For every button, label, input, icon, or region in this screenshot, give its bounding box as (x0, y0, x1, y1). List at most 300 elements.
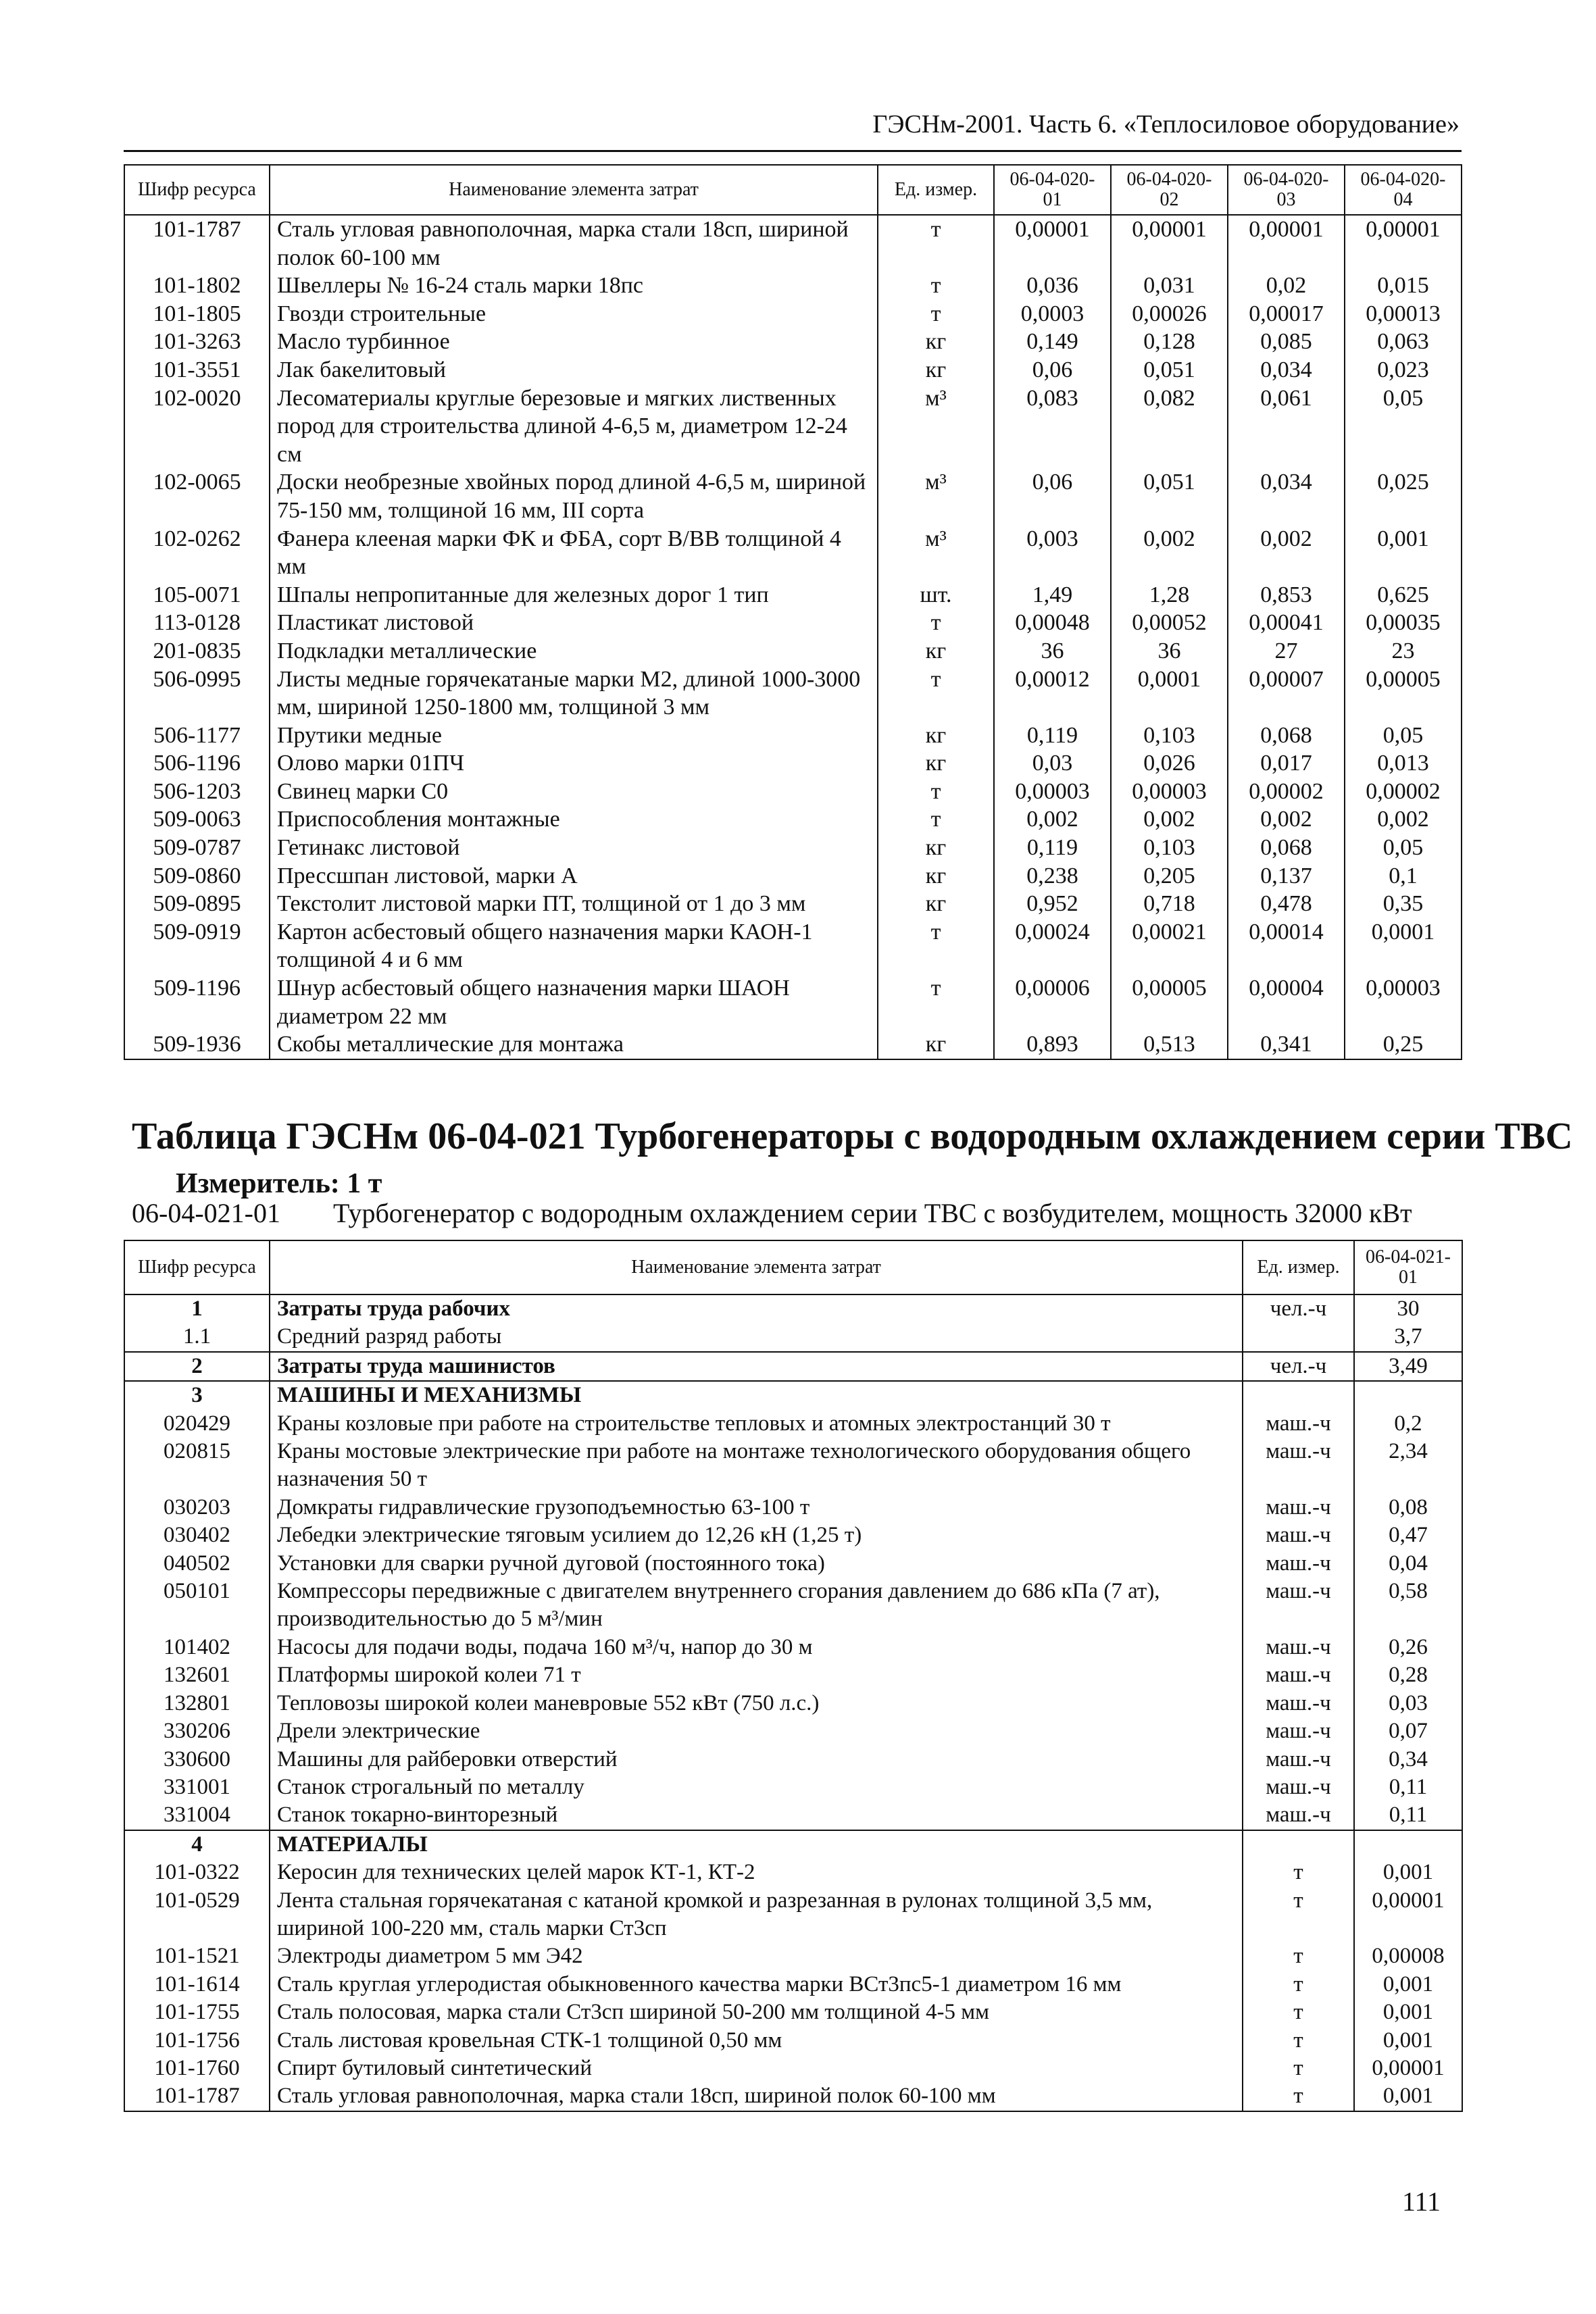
norm-value: 0,023 (1345, 356, 1462, 384)
resource-code: 101402 (124, 1634, 270, 1661)
norm-value: 0,26 (1354, 1634, 1462, 1661)
norm-value: 0,05 (1345, 834, 1462, 862)
norm-value: 2,34 (1354, 1438, 1462, 1494)
table-row (124, 862, 1462, 890)
norm-value: 0,0001 (1345, 918, 1462, 974)
resource-name: Свинец марки С0 (270, 778, 878, 806)
resource-code: 101-1760 (124, 2055, 270, 2082)
norm-value: 0,513 (1111, 1030, 1228, 1059)
norm-value: 0,718 (1111, 890, 1228, 918)
resource-unit: т (1243, 1859, 1354, 1886)
resource-unit: т (878, 778, 994, 806)
norm-value: 0,952 (994, 890, 1111, 918)
section-row (124, 1381, 1462, 1409)
table-row (124, 637, 1462, 665)
table-row (124, 1859, 1462, 1886)
section-row (124, 1352, 1462, 1381)
resource-code: 132601 (124, 1661, 270, 1689)
norm-value: 0,08 (1354, 1494, 1462, 1521)
resource-unit: маш.-ч (1243, 1746, 1354, 1774)
resource-unit: чел.-ч (1243, 1352, 1354, 1381)
norm-value: 0,051 (1111, 468, 1228, 524)
norm-value: 0,00001 (994, 215, 1111, 272)
norm-value: 0,00004 (1228, 974, 1345, 1030)
resource-code: 2 (124, 1352, 270, 1381)
norm-value: 0,893 (994, 1030, 1111, 1059)
col-header-020-04: 06-04-020-04 (1345, 165, 1462, 215)
norm-value: 0,003 (994, 525, 1111, 581)
table-row (124, 890, 1462, 918)
norm-value: 0,238 (994, 862, 1111, 890)
table-row (124, 918, 1462, 974)
norm-value: 0,083 (994, 384, 1111, 469)
resource-name: Сталь полосовая, марка стали Ст3сп шириной 50-200 мм толщиной 4-5 мм (270, 1998, 1243, 2026)
resource-code: 102-0020 (124, 384, 270, 469)
resource-code: 1 (124, 1294, 270, 1323)
norm-value: 0,119 (994, 722, 1111, 750)
resource-unit: кг (878, 1030, 994, 1059)
norm-value: 0,00003 (1345, 974, 1462, 1030)
resource-code: 050101 (124, 1578, 270, 1634)
resource-code: 102-0262 (124, 525, 270, 581)
resource-unit: чел.-ч (1243, 1294, 1354, 1323)
resource-code: 509-1936 (124, 1030, 270, 1059)
resource-code: 330600 (124, 1746, 270, 1774)
norm-value: 36 (994, 637, 1111, 665)
norm-value: 0,03 (1354, 1690, 1462, 1717)
resource-name: Краны козловые при работе на строительстве тепловых и атомных электростанций 30 т (270, 1410, 1243, 1438)
resource-name: Лак бакелитовый (270, 356, 878, 384)
table-row (124, 722, 1462, 750)
resource-name: Сталь угловая равнополочная, марка стали 18сп, шириной полок 60-100 мм (270, 215, 878, 272)
norm-value (1354, 1830, 1462, 1859)
norm-value: 0,06 (994, 468, 1111, 524)
norm-value: 23 (1345, 637, 1462, 665)
norm-value: 0,625 (1345, 581, 1462, 609)
resource-unit: т (878, 609, 994, 637)
norm-value: 0,00048 (994, 609, 1111, 637)
norm-value: 0,149 (994, 328, 1111, 356)
resource-name: Краны мостовые электрические при работе на монтаже технологического оборудования общего назначения 50 т (270, 1438, 1243, 1494)
resource-unit: кг (878, 749, 994, 778)
resource-name: Картон асбестовый общего назначения марки КАОН-1 толщиной 4 и 6 мм (270, 918, 878, 974)
norm-value: 0,04 (1354, 1550, 1462, 1578)
resource-unit: кг (878, 356, 994, 384)
resource-unit: т (878, 918, 994, 974)
resource-name: Шпалы непропитанные для железных дорог 1 тип (270, 581, 878, 609)
resource-unit: маш.-ч (1243, 1550, 1354, 1578)
norm-value: 0,00041 (1228, 609, 1345, 637)
norm-value: 0,00006 (994, 974, 1111, 1030)
norm-value: 0,00003 (994, 778, 1111, 806)
table-row (124, 2055, 1462, 2082)
table-row (124, 581, 1462, 609)
resource-code: 201-0835 (124, 637, 270, 665)
page-number: 111 (1402, 2186, 1441, 2217)
table-row (124, 665, 1462, 722)
norm-value: 0,34 (1354, 1746, 1462, 1774)
table-row (124, 2082, 1462, 2111)
table-row (124, 468, 1462, 524)
norm-value: 0,128 (1111, 328, 1228, 356)
resource-unit: маш.-ч (1243, 1438, 1354, 1494)
resource-unit: кг (878, 722, 994, 750)
norm-value: 0,00005 (1111, 974, 1228, 1030)
norm-value: 3,49 (1354, 1352, 1462, 1381)
resource-unit: т (1243, 2082, 1354, 2111)
table-row (124, 1030, 1462, 1059)
resource-code: 509-0895 (124, 890, 270, 918)
resource-code: 506-0995 (124, 665, 270, 722)
resource-unit: т (878, 215, 994, 272)
resource-unit: маш.-ч (1243, 1661, 1354, 1689)
table-row (124, 609, 1462, 637)
norm-value: 0,103 (1111, 834, 1228, 862)
table-row (124, 1494, 1462, 1521)
norm-value: 0,205 (1111, 862, 1228, 890)
norm-value: 0,00035 (1345, 609, 1462, 637)
resource-unit: кг (878, 890, 994, 918)
norm-value: 0,017 (1228, 749, 1345, 778)
norm-value: 0,03 (994, 749, 1111, 778)
resource-name: Затраты труда рабочих (270, 1294, 1243, 1323)
resource-name: Сталь круглая углеродистая обыкновенного качества марки ВСт3пс5-1 диаметром 16 мм (270, 1971, 1243, 1998)
resource-code: 4 (124, 1830, 270, 1859)
norm-value: 0,11 (1354, 1774, 1462, 1801)
norm-value: 0,28 (1354, 1661, 1462, 1689)
norm-value: 1,28 (1111, 581, 1228, 609)
resource-code: 331001 (124, 1774, 270, 1801)
table-row (124, 300, 1462, 328)
col-header-code: Шифр ресурса (124, 1240, 270, 1294)
resource-code: 509-0919 (124, 918, 270, 974)
norm-value: 0,001 (1354, 2027, 1462, 2055)
running-header: ГЭСНм-2001. Часть 6. «Теплосиловое оборудование» (872, 110, 1460, 139)
resource-code: 509-0860 (124, 862, 270, 890)
norm-value: 0,082 (1111, 384, 1228, 469)
table-row (124, 1323, 1462, 1351)
resource-unit: кг (878, 328, 994, 356)
resource-code: 101-1756 (124, 2027, 270, 2055)
norm-value: 0,47 (1354, 1521, 1462, 1549)
resource-unit: кг (878, 834, 994, 862)
norm-value: 0,478 (1228, 890, 1345, 918)
norm-value: 0,02 (1228, 272, 1345, 300)
norm-value: 0,002 (1228, 805, 1345, 834)
resource-name: Листы медные горячекатаные марки М2, длиной 1000-3000 мм, шириной 1250-1800 мм, толщиной 3 мм (270, 665, 878, 722)
resource-code: 113-0128 (124, 609, 270, 637)
resource-unit: маш.-ч (1243, 1801, 1354, 1830)
norm-value: 0,00052 (1111, 609, 1228, 637)
resource-name: Масло турбинное (270, 328, 878, 356)
norm-value: 0,00017 (1228, 300, 1345, 328)
norm-value: 0,0001 (1111, 665, 1228, 722)
norm-value: 0,00012 (994, 665, 1111, 722)
norm-value: 0,031 (1111, 272, 1228, 300)
norm-value: 0,002 (1111, 525, 1228, 581)
norm-value: 0,00003 (1111, 778, 1228, 806)
resources-table-06-04-021 (124, 1240, 1463, 2112)
resource-name: Машины для райберовки отверстий (270, 1746, 1243, 1774)
norm-value: 0,001 (1354, 1971, 1462, 1998)
norm-value: 0,2 (1354, 1410, 1462, 1438)
table-row (124, 525, 1462, 581)
norm-value: 0,001 (1354, 1859, 1462, 1886)
resource-name: Керосин для технических целей марок КТ-1, КТ-2 (270, 1859, 1243, 1886)
resource-name: Шнур асбестовый общего назначения марки ШАОН диаметром 22 мм (270, 974, 878, 1030)
resource-unit: т (878, 300, 994, 328)
resource-code: 040502 (124, 1550, 270, 1578)
resource-code: 101-1787 (124, 215, 270, 272)
section-row (124, 1294, 1462, 1323)
norm-value: 0,036 (994, 272, 1111, 300)
resource-code: 101-1802 (124, 272, 270, 300)
resource-code: 509-0063 (124, 805, 270, 834)
norm-value: 0,00001 (1354, 2055, 1462, 2082)
resource-code: 101-1805 (124, 300, 270, 328)
position-code: 06-04-021-01 (132, 1198, 280, 1228)
norm-value: 0,034 (1228, 468, 1345, 524)
norm-value: 1,49 (994, 581, 1111, 609)
resource-unit: м³ (878, 384, 994, 469)
resource-code: 030402 (124, 1521, 270, 1549)
resource-unit: т (1243, 1887, 1354, 1943)
resource-name: Компрессоры передвижные с двигателем внутреннего сгорания давлением до 686 кПа (7 ат), производительностью до 5 м³/мин (270, 1578, 1243, 1634)
resource-name: Фанера клееная марки ФК и ФБА, сорт В/ВВ толщиной 4 мм (270, 525, 878, 581)
table-row (124, 1661, 1462, 1689)
resource-name: Установки для сварки ручной дуговой (постоянного тока) (270, 1550, 1243, 1578)
table-row (124, 778, 1462, 806)
table-row (124, 272, 1462, 300)
resource-unit: т (1243, 1971, 1354, 1998)
norm-value: 0,026 (1111, 749, 1228, 778)
table-meter: Измеритель: 1 т (176, 1168, 382, 1199)
table-row (124, 1801, 1462, 1830)
table-row (124, 1550, 1462, 1578)
table-row (124, 1942, 1462, 1970)
table-row (124, 356, 1462, 384)
norm-value: 0,002 (994, 805, 1111, 834)
norm-value: 0,58 (1354, 1578, 1462, 1634)
norm-value: 0,103 (1111, 722, 1228, 750)
norm-value: 0,11 (1354, 1801, 1462, 1830)
table-row (124, 1887, 1462, 1943)
resource-unit: маш.-ч (1243, 1717, 1354, 1745)
norm-value: 0,061 (1228, 384, 1345, 469)
norm-value: 0,00002 (1345, 778, 1462, 806)
table-row (124, 1521, 1462, 1549)
resource-code: 132801 (124, 1690, 270, 1717)
norm-value: 0,05 (1345, 384, 1462, 469)
col-header-name: Наименование элемента затрат (270, 1240, 1243, 1294)
norm-value: 0,051 (1111, 356, 1228, 384)
resource-name: Сталь угловая равнополочная, марка стали 18сп, шириной полок 60-100 мм (270, 2082, 1243, 2111)
norm-value: 0,00002 (1228, 778, 1345, 806)
resource-unit: т (1243, 2027, 1354, 2055)
resource-code: 030203 (124, 1494, 270, 1521)
resource-code: 330206 (124, 1717, 270, 1745)
norm-value: 3,7 (1354, 1323, 1462, 1351)
resource-unit: т (1243, 1942, 1354, 1970)
col-header-code: Шифр ресурса (124, 165, 270, 215)
resource-name: Лента стальная горячекатаная с катаной кромкой и разрезанная в рулонах толщиной 3,5 мм, шириной 100-220 мм, сталь марки Ст3сп (270, 1887, 1243, 1943)
resource-name: Спирт бутиловый синтетический (270, 2055, 1243, 2082)
table-row (124, 1410, 1462, 1438)
resource-name: Гвозди строительные (270, 300, 878, 328)
norm-value: 0,1 (1345, 862, 1462, 890)
resource-unit: маш.-ч (1243, 1521, 1354, 1549)
resource-unit: маш.-ч (1243, 1774, 1354, 1801)
table-row (124, 1998, 1462, 2026)
table-row (124, 974, 1462, 1030)
resource-code: 101-1755 (124, 1998, 270, 2026)
resource-name: Домкраты гидравлические грузоподъемностью 63-100 т (270, 1494, 1243, 1521)
resource-unit: т (1243, 1998, 1354, 2026)
col-header-name: Наименование элемента затрат (270, 165, 878, 215)
resource-name: Лесоматериалы круглые березовые и мягких лиственных пород для строительства длиной 4-6,5 м, диаметром 12-24 см (270, 384, 878, 469)
resource-code: 3 (124, 1381, 270, 1409)
resource-name: Электроды диаметром 5 мм Э42 (270, 1942, 1243, 1970)
norm-value: 0,06 (994, 356, 1111, 384)
resource-name: Швеллеры № 16-24 сталь марки 18пс (270, 272, 878, 300)
norm-value: 0,137 (1228, 862, 1345, 890)
resource-name: Гетинакс листовой (270, 834, 878, 862)
resource-name: Дрели электрические (270, 1717, 1243, 1745)
norm-value: 0,0003 (994, 300, 1111, 328)
norm-value: 0,00005 (1345, 665, 1462, 722)
resource-unit: маш.-ч (1243, 1494, 1354, 1521)
norm-value: 0,002 (1345, 805, 1462, 834)
resource-code: 101-1521 (124, 1942, 270, 1970)
norm-value (1354, 1381, 1462, 1409)
resource-name: Приспособления монтажные (270, 805, 878, 834)
resource-code: 506-1177 (124, 722, 270, 750)
resource-name: Затраты труда машинистов (270, 1352, 1243, 1381)
norm-value: 0,00026 (1111, 300, 1228, 328)
table-row (124, 1438, 1462, 1494)
norm-value: 0,034 (1228, 356, 1345, 384)
resource-name: Станок токарно-винторезный (270, 1801, 1243, 1830)
norm-value: 0,07 (1354, 1717, 1462, 1745)
resource-unit: т (878, 805, 994, 834)
resource-unit: т (1243, 2055, 1354, 2082)
resource-unit (1243, 1323, 1354, 1351)
norm-value: 27 (1228, 637, 1345, 665)
table-row (124, 2027, 1462, 2055)
norm-value: 0,00014 (1228, 918, 1345, 974)
table-row (124, 805, 1462, 834)
norm-value: 36 (1111, 637, 1228, 665)
resource-code: 105-0071 (124, 581, 270, 609)
resource-unit (1243, 1830, 1354, 1859)
resource-name: Платформы широкой колеи 71 т (270, 1661, 1243, 1689)
resource-code: 020815 (124, 1438, 270, 1494)
resource-name: Подкладки металлические (270, 637, 878, 665)
norm-value: 0,05 (1345, 722, 1462, 750)
norm-value: 0,00001 (1354, 1887, 1462, 1943)
resource-unit: маш.-ч (1243, 1578, 1354, 1634)
norm-value: 0,00008 (1354, 1942, 1462, 1970)
resource-name: Скобы металлические для монтажа (270, 1030, 878, 1059)
norm-value: 0,341 (1228, 1030, 1345, 1059)
resource-unit: кг (878, 862, 994, 890)
table-row (124, 384, 1462, 469)
col-header-unit: Ед. измер. (1243, 1240, 1354, 1294)
table-row (124, 1578, 1462, 1634)
resource-name: МАШИНЫ И МЕХАНИЗМЫ (270, 1381, 1243, 1409)
norm-value: 0,25 (1345, 1030, 1462, 1059)
position-description: Турбогенератор с водородным охлаждением серии ТВС с возбудителем, мощность 32000 кВт (333, 1198, 1412, 1228)
resource-name: Прессшпан листовой, марки А (270, 862, 878, 890)
norm-value: 0,002 (1111, 805, 1228, 834)
resource-code: 101-3551 (124, 356, 270, 384)
table-row (124, 328, 1462, 356)
norm-value: 0,35 (1345, 890, 1462, 918)
resource-code: 1.1 (124, 1323, 270, 1351)
resource-code: 506-1196 (124, 749, 270, 778)
norm-value: 0,085 (1228, 328, 1345, 356)
norm-value: 30 (1354, 1294, 1462, 1323)
table-title: Таблица ГЭСНм 06-04-021 Турбогенераторы с водородным охлаждением серии ТВС (132, 1115, 1573, 1157)
resource-unit: м³ (878, 468, 994, 524)
norm-value: 0,063 (1345, 328, 1462, 356)
norm-value: 0,025 (1345, 468, 1462, 524)
table-row (124, 1774, 1462, 1801)
table-row (124, 749, 1462, 778)
norm-value: 0,00024 (994, 918, 1111, 974)
table-row (124, 1634, 1462, 1661)
table-row (124, 1971, 1462, 1998)
resource-code: 102-0065 (124, 468, 270, 524)
resource-code: 101-3263 (124, 328, 270, 356)
resource-code: 101-1614 (124, 1971, 270, 1998)
resource-name: Олово марки 01ПЧ (270, 749, 878, 778)
resource-unit: шт. (878, 581, 994, 609)
resource-unit: маш.-ч (1243, 1634, 1354, 1661)
resource-code: 101-0529 (124, 1887, 270, 1943)
resource-name: Прутики медные (270, 722, 878, 750)
norm-value: 0,00021 (1111, 918, 1228, 974)
resource-code: 506-1203 (124, 778, 270, 806)
resource-code: 509-1196 (124, 974, 270, 1030)
norm-value: 0,002 (1228, 525, 1345, 581)
header-rule (124, 150, 1462, 152)
table-row (124, 834, 1462, 862)
resource-name: Пластикат листовой (270, 609, 878, 637)
resource-name: Средний разряд работы (270, 1323, 1243, 1351)
norm-value: 0,00001 (1345, 215, 1462, 272)
resource-unit: т (878, 272, 994, 300)
resources-table-06-04-020 (124, 164, 1462, 1060)
table-row (124, 1690, 1462, 1717)
col-header-020-01: 06-04-020-01 (994, 165, 1111, 215)
resource-unit: т (878, 974, 994, 1030)
resource-unit (1243, 1381, 1354, 1409)
table-row (124, 1746, 1462, 1774)
resource-name: Текстолит листовой марки ПТ, толщиной от 1 до 3 мм (270, 890, 878, 918)
resource-code: 101-1787 (124, 2082, 270, 2111)
col-header-unit: Ед. измер. (878, 165, 994, 215)
col-header-020-03: 06-04-020-03 (1228, 165, 1345, 215)
resource-name: Лебедки электрические тяговым усилием до 12,26 кН (1,25 т) (270, 1521, 1243, 1549)
norm-value: 0,00001 (1228, 215, 1345, 272)
resource-name: Тепловозы широкой колеи маневровые 552 кВт (750 л.с.) (270, 1690, 1243, 1717)
section-row (124, 1830, 1462, 1859)
table-row (124, 215, 1462, 272)
resource-code: 101-0322 (124, 1859, 270, 1886)
resource-unit: маш.-ч (1243, 1410, 1354, 1438)
resource-unit: т (878, 665, 994, 722)
